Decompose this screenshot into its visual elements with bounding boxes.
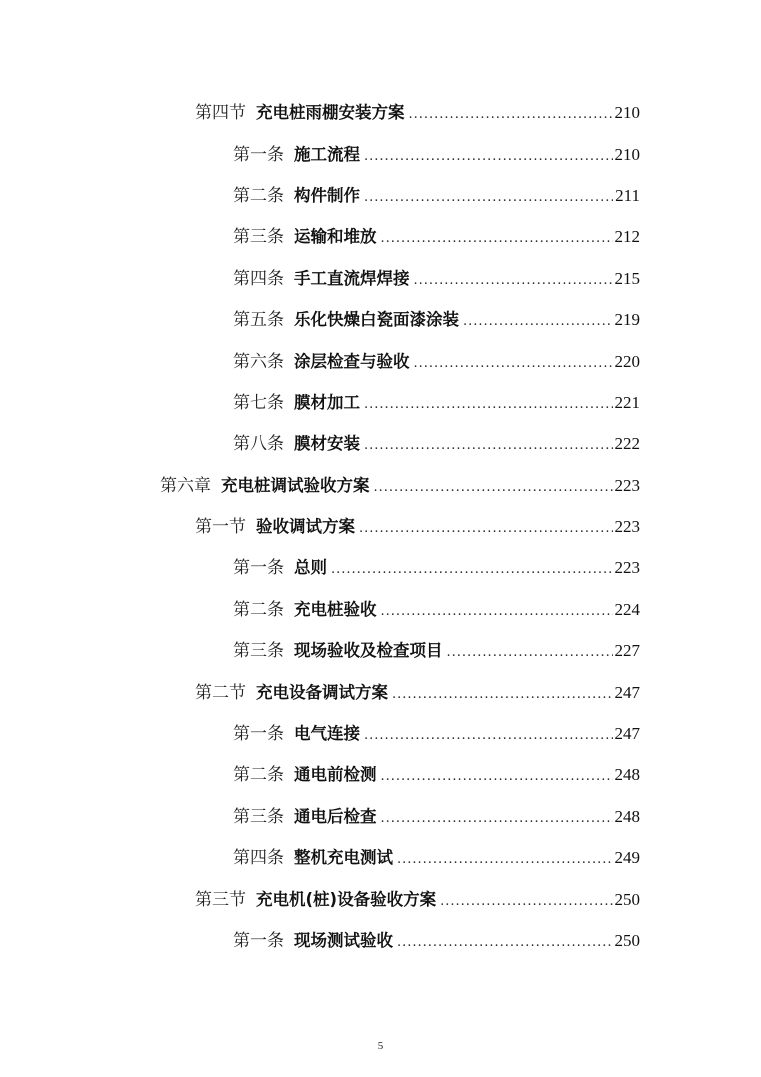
toc-entry-number: 第五条 [233, 310, 284, 331]
toc-entry-number: 第三条 [233, 641, 284, 662]
toc-entry-number: 第三条 [233, 806, 284, 827]
toc-entry-page: 248 [614, 806, 640, 826]
toc-leader-dots [381, 604, 613, 619]
toc-leader-dots [331, 562, 613, 577]
toc-leader-dots [364, 728, 613, 743]
toc-entry-article[interactable] [0, 545, 761, 586]
toc-entry-page: 211 [615, 185, 640, 205]
toc-entry-title: 充电桩验收 [294, 599, 377, 619]
toc-entry-title: 整机充电测试 [294, 848, 393, 868]
toc-entry-article[interactable] [0, 711, 761, 752]
toc-entry-page: 247 [614, 682, 640, 702]
toc-entry-page: 221 [614, 392, 640, 412]
toc-entry-title: 通电前检测 [294, 765, 377, 785]
toc-entry-article[interactable] [0, 173, 761, 214]
toc-leader-dots [447, 645, 613, 660]
toc-entry-chapter[interactable] [0, 463, 761, 504]
toc-entry-number: 第一条 [233, 724, 284, 745]
toc-entry-section[interactable] [0, 504, 761, 545]
toc-leader-dots [381, 811, 613, 826]
toc-entry-article[interactable] [0, 380, 761, 421]
toc-entry-line [233, 843, 640, 868]
toc-entry-number: 第八条 [233, 434, 284, 455]
toc-leader-dots [409, 107, 613, 122]
toc-entry-line [233, 802, 640, 827]
toc-leader-dots [364, 438, 613, 453]
toc-entry-number: 第四条 [233, 848, 284, 869]
toc-entry-number: 第四条 [233, 268, 284, 289]
toc-entry-page: 248 [614, 765, 640, 785]
toc-entry-article[interactable] [0, 256, 761, 297]
toc-entry-title: 施工流程 [294, 144, 360, 164]
toc-entry-page: 250 [614, 889, 640, 909]
toc-entry-page: 223 [614, 475, 640, 495]
toc-entry-page: 210 [614, 103, 640, 123]
toc-leader-dots [397, 935, 613, 950]
toc-entry-article[interactable] [0, 338, 761, 379]
toc-entry-article[interactable] [0, 752, 761, 793]
toc-entry-number: 第一节 [195, 517, 246, 538]
toc-leader-dots [374, 480, 613, 495]
toc-entry-title: 膜材安装 [294, 434, 360, 454]
toc-entry-title: 膜材加工 [294, 392, 360, 412]
toc-leader-dots [414, 273, 613, 288]
toc-entry-page: 219 [614, 310, 640, 330]
toc-entry-line [233, 181, 640, 206]
toc-entry-title: 充电桩调试验收方案 [221, 475, 370, 495]
toc-entry-line [195, 98, 640, 123]
toc-entry-article[interactable] [0, 794, 761, 835]
toc-leader-dots [463, 314, 613, 329]
toc-entry-number: 第一条 [233, 931, 284, 951]
toc-entry-section[interactable] [0, 669, 761, 710]
toc-entry-line [233, 595, 640, 620]
toc-entry-line [195, 678, 640, 703]
toc-entry-line [233, 553, 640, 578]
toc-entry-page: 223 [614, 558, 640, 578]
toc-entry-line [233, 719, 640, 744]
toc-entry-line [233, 140, 640, 165]
toc-entry-title: 充电桩雨棚安装方案 [256, 103, 405, 123]
toc-entry-page: 227 [614, 641, 640, 661]
toc-entry-number: 第三条 [233, 227, 284, 248]
toc-entry-line [233, 760, 640, 785]
toc-entry-page: 222 [614, 434, 640, 454]
toc-entry-title: 乐化快燥白瓷面漆涂装 [294, 310, 459, 330]
toc-entry-article[interactable] [0, 297, 761, 338]
toc-entry-line [233, 347, 640, 372]
toc-leader-dots [397, 852, 613, 867]
toc-entry-section[interactable] [0, 90, 761, 131]
toc-entry-title: 电气连接 [294, 724, 360, 744]
toc-entry-number: 第一条 [233, 144, 284, 165]
toc-leader-dots [359, 521, 613, 536]
toc-entry-page: 210 [614, 144, 640, 164]
toc-entry-title: 总则 [294, 558, 327, 578]
toc-entry-title: 手工直流焊焊接 [294, 268, 410, 288]
toc-entry-article[interactable] [0, 835, 761, 876]
toc-entry-article[interactable] [0, 918, 761, 959]
toc-entry-number: 第一条 [233, 558, 284, 579]
toc-entry-page: 250 [614, 931, 640, 950]
toc-entry-number: 第三节 [195, 889, 246, 910]
toc-entry-number: 第六条 [233, 351, 284, 372]
toc-entry-title: 运输和堆放 [294, 227, 377, 247]
toc-entry-line [195, 885, 640, 910]
toc-entry-title: 现场验收及检查项目 [294, 641, 443, 661]
toc-entry-article[interactable] [0, 214, 761, 255]
toc-entry-number: 第六章 [160, 475, 211, 496]
toc-entry-article[interactable] [0, 421, 761, 462]
toc-leader-dots [364, 190, 613, 205]
toc-entry-title: 构件制作 [294, 185, 360, 205]
toc-entry-page: 247 [614, 724, 640, 744]
toc-entry-line [233, 636, 640, 661]
toc-entry-section[interactable] [0, 876, 761, 917]
toc-entry-number: 第七条 [233, 392, 284, 413]
toc-leader-dots [440, 894, 612, 909]
table-of-contents [0, 90, 761, 959]
toc-entry-line [233, 388, 640, 413]
toc-entry-number: 第二条 [233, 185, 284, 206]
toc-entry-page: 215 [614, 268, 640, 288]
toc-entry-line [233, 429, 640, 454]
toc-entry-line [233, 222, 640, 247]
toc-leader-dots [381, 231, 613, 246]
toc-entry-page: 212 [614, 227, 640, 247]
toc-entry-number: 第四节 [195, 103, 246, 124]
toc-entry-page: 220 [614, 351, 640, 371]
toc-entry-title: 充电设备调试方案 [256, 682, 388, 702]
toc-entry-line [233, 305, 640, 330]
toc-entry-title: 通电后检查 [294, 806, 377, 826]
toc-entry-page: 223 [614, 517, 640, 537]
toc-leader-dots [414, 356, 613, 371]
toc-entry-title: 充电机(桩)设备验收方案 [256, 889, 437, 909]
toc-leader-dots [392, 687, 613, 702]
toc-entry-line [160, 471, 640, 496]
toc-leader-dots [364, 149, 613, 164]
toc-entry-article[interactable] [0, 587, 761, 628]
page-number: 5 [377, 1040, 384, 1052]
toc-entry-number: 第二条 [233, 765, 284, 786]
toc-entry-page: 249 [614, 848, 640, 868]
toc-entry-page: 224 [614, 599, 640, 619]
toc-entry-article[interactable] [0, 131, 761, 172]
toc-entry-line [233, 264, 640, 289]
toc-entry-number: 第二条 [233, 599, 284, 620]
toc-entry-line [233, 926, 640, 951]
toc-leader-dots [381, 769, 613, 784]
toc-entry-title: 验收调试方案 [256, 517, 355, 537]
toc-entry-line [195, 512, 640, 537]
toc-leader-dots [364, 397, 613, 412]
toc-entry-article[interactable] [0, 628, 761, 669]
toc-entry-number: 第二节 [195, 682, 246, 703]
toc-entry-title: 现场测试验收 [294, 931, 393, 950]
toc-entry-title: 涂层检查与验收 [294, 351, 410, 371]
